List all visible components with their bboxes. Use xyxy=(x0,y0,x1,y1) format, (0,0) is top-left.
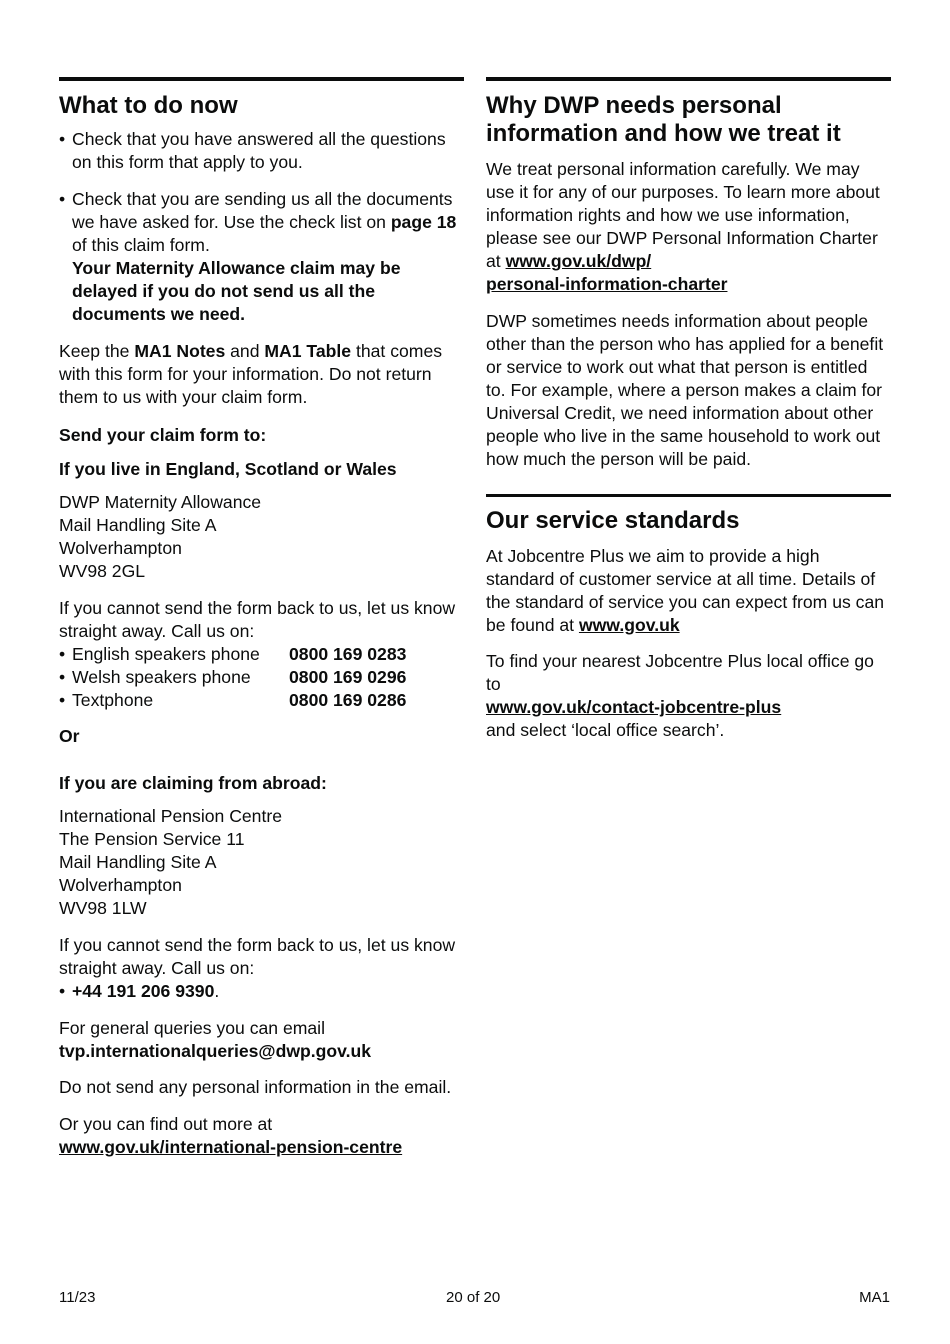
phone-row-welsh: • Welsh speakers phone 0800 169 0296 xyxy=(59,666,464,689)
address-line: WV98 2GL xyxy=(59,561,146,581)
what-to-do-heading: What to do now xyxy=(59,92,238,119)
address-line: The Pension Service 11 xyxy=(59,829,245,849)
local-office-text: and select ‘local office search’. xyxy=(486,720,725,740)
personal-info-charter-link[interactable]: www.gov.uk/dwp/ personal-information-charter xyxy=(486,251,728,294)
or-label: Or xyxy=(59,726,80,746)
abroad-phone-list xyxy=(59,980,464,1003)
service-standards-heading: Our service standards xyxy=(486,507,740,534)
service-standards-paragraph: At Jobcentre Plus we aim to provide a high standard of customer service at all time. Details of the standard of service you can expect from us can be found at www.gov.uk xyxy=(486,546,885,635)
phone-row-english: • English speakers phone 0800 169 0283 xyxy=(59,643,464,666)
email-text: For general queries you can email xyxy=(59,1018,326,1038)
what-to-do-list xyxy=(59,128,464,326)
page-reference: page 18 xyxy=(390,212,457,232)
ipc-link[interactable]: www.gov.uk/international-pension-centre xyxy=(59,1137,403,1157)
why-dwp-paragraph-1: We treat personal information carefully. We may use it for any of our purposes. To learn more about information rights and how we use information, please see our DWP Personal Information Charter at www.gov.uk/dwp/ personal-information-charter xyxy=(486,159,880,294)
why-dwp-heading: Why DWP needs personal information and how we treat it xyxy=(486,92,841,147)
footer-page-number: 20 of 20 xyxy=(446,1289,501,1306)
address-line: International Pension Centre xyxy=(59,806,282,826)
address-line: Wolverhampton xyxy=(59,538,182,558)
keep-notes-text: Keep the MA1 Notes and MA1 Table that comes with this form for your information. Do not return them to us with your claim form. xyxy=(59,341,443,407)
uk-address xyxy=(59,491,464,583)
abroad-address xyxy=(59,805,464,920)
contact-jobcentre-link[interactable]: www.gov.uk/contact-jobcentre-plus xyxy=(486,697,782,717)
section-rule xyxy=(486,77,891,81)
address-line: Mail Handling Site A xyxy=(59,515,217,535)
uk-call-text: If you cannot send the form back to us, let us know straight away. Call us on: xyxy=(59,598,456,641)
address-line: Mail Handling Site A xyxy=(59,852,217,872)
section-rule xyxy=(59,77,464,81)
phone-row-textphone: • Textphone 0800 169 0286 xyxy=(59,689,464,712)
uk-heading: If you live in England, Scotland or Wales xyxy=(59,459,397,479)
list-item: • Check that you are sending us all the documents we have asked for. Use the check list on page 18 of this claim form. Your Maternity Allowance claim may be delayed if you do not send us all the documents we need. xyxy=(59,188,464,326)
find-more-text: Or you can find out more at xyxy=(59,1114,273,1134)
address-line: Wolverhampton xyxy=(59,875,182,895)
phone-list xyxy=(59,643,464,712)
phone-number: 0800 169 0286 xyxy=(289,690,407,710)
phone-number: 0800 169 0283 xyxy=(289,644,407,664)
right-column xyxy=(486,77,891,742)
section-rule xyxy=(486,494,891,497)
gov-uk-link[interactable]: www.gov.uk xyxy=(578,615,680,635)
delay-warning: Your Maternity Allowance claim may be delayed if you do not send us all the documents we need. xyxy=(72,258,401,324)
abroad-heading: If you are claiming from abroad: xyxy=(59,773,327,793)
address-line: DWP Maternity Allowance xyxy=(59,492,262,512)
footer-date: 11/23 xyxy=(59,1289,96,1306)
jobcentre-text: To find your nearest Jobcentre Plus local office go to xyxy=(486,651,874,694)
email-address: tvp.internationalqueries@dwp.gov.uk xyxy=(59,1041,372,1061)
left-column xyxy=(59,77,464,1159)
no-personal-info-text: Do not send any personal information in the email. xyxy=(59,1077,452,1097)
send-claim-heading: Send your claim form to: xyxy=(59,425,267,445)
phone-number: 0800 169 0296 xyxy=(289,667,407,687)
why-dwp-paragraph-2: DWP sometimes needs information about people other than the person who has applied for a benefit or service to work out what that person is entitled to. For example, where a person makes a claim for Universal Credit, we need information about other people who live in the same household to work out how much the person will be paid. xyxy=(486,311,884,469)
abroad-call-text: If you cannot send the form back to us, let us know straight away. Call us on: xyxy=(59,935,456,978)
footer-form-code: MA1 xyxy=(859,1289,890,1306)
list-item: • Check that you have answered all the questions on this form that apply to you. xyxy=(59,128,464,174)
address-line: WV98 1LW xyxy=(59,898,147,918)
list-item: • +44 191 206 9390. xyxy=(59,980,464,1003)
abroad-phone-number: +44 191 206 9390 xyxy=(72,981,215,1001)
